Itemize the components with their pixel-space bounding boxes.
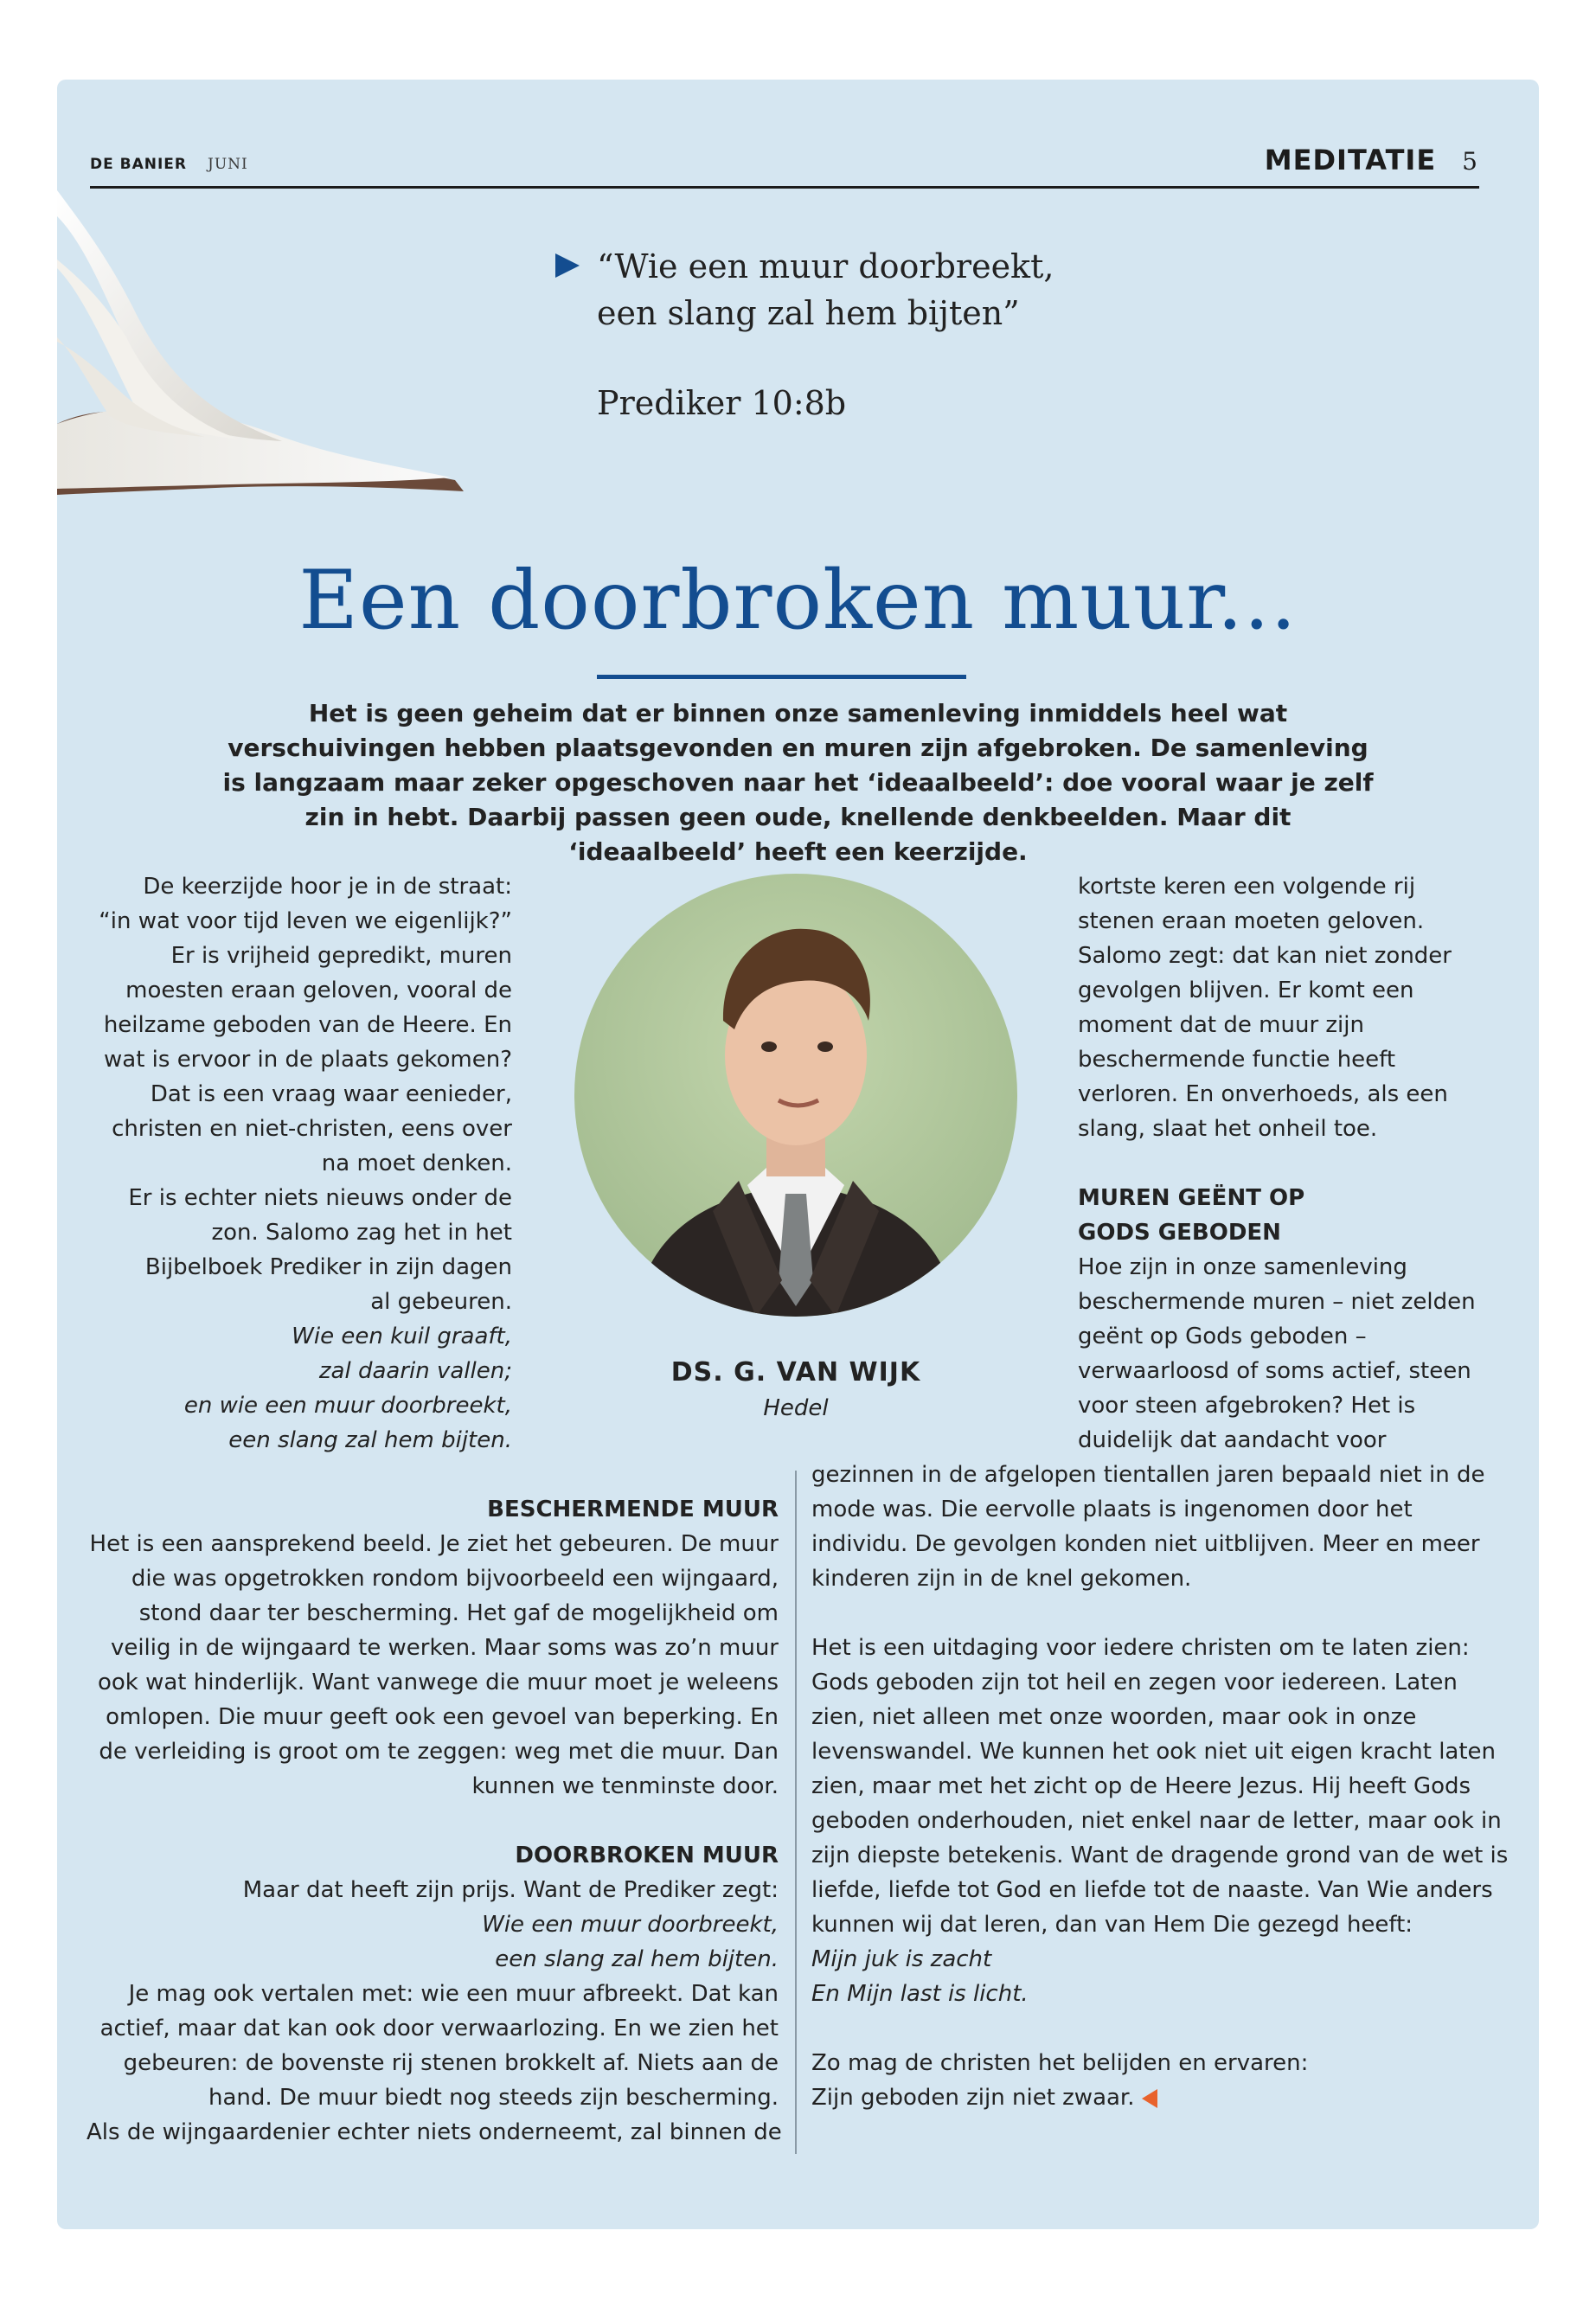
text-line: ook wat hinderlijk. Want vanwege die muur moet je weleens	[97, 1670, 779, 1695]
text-line: voor steen afgebroken? Het is	[1078, 1393, 1416, 1419]
magazine-name: DE BANIER	[90, 156, 188, 173]
text-line: omlopen. Die muur geeft ook een gevoel van beperking. En	[106, 1704, 779, 1730]
text-line: “in wat voor tijd leven we eigenlijk?”	[99, 908, 512, 934]
section-name: MEDITATIE	[1264, 144, 1437, 176]
article-title: Een doorbroken muur...	[298, 554, 1298, 648]
text-line: Als de wijngaardenier echter niets onderneemt, zal binnen de	[87, 2119, 782, 2145]
text-line: heilzame geboden van de Heere. En	[103, 1012, 512, 1038]
text-line: Hoe zijn in onze samenleving	[1078, 1254, 1407, 1280]
text-line: slang, slaat het onheil toe.	[1078, 1116, 1378, 1142]
verse-line: Mijn juk is zacht	[811, 1946, 992, 1972]
text-line: veilig in de wijngaard te werken. Maar soms was zo’n muur	[110, 1635, 779, 1661]
text-line: Zijn geboden zijn niet zwaar.	[811, 2085, 1135, 2111]
text-line: gebeuren: de bovenste rij stenen brokkelt af. Niets aan de	[123, 2050, 779, 2076]
text-line: duidelijk dat aandacht voor	[1078, 1427, 1387, 1453]
subheading: GODS GEBODEN	[1078, 1220, 1281, 1246]
running-header-left	[90, 156, 248, 173]
text-line: geënt op Gods geboden –	[1078, 1324, 1367, 1349]
verse-line: Wie een kuil graaft,	[292, 1324, 512, 1349]
play-triangle-icon	[554, 252, 581, 279]
quote-line: “Wie een muur doorbreekt,	[597, 247, 1054, 285]
text-line: Zo mag de christen het belijden en ervaren:	[811, 2050, 1309, 2076]
subheading: DOORBROKEN MUUR	[515, 1843, 779, 1868]
verse-line: een slang zal hem bijten.	[495, 1946, 779, 1972]
column-left-bottom	[87, 1492, 782, 2150]
text-line: mode was. Die eervolle plaats is ingenomen door het	[811, 1497, 1413, 1522]
header-rule	[90, 186, 1479, 189]
author-name: DS. G. VAN WIJK	[670, 1357, 921, 1388]
spacer	[811, 2011, 1486, 2046]
text-line: beschermende functie heeft	[1078, 1047, 1396, 1073]
text-line: kinderen zijn in de knel gekomen.	[811, 1566, 1192, 1592]
text-line: Er is vrijheid gepredikt, muren	[170, 943, 512, 969]
text-line: liefde, liefde tot God en liefde tot de naaste. Van Wie anders	[811, 1877, 1493, 1903]
author-place: Hedel	[763, 1395, 829, 1421]
column-right-bottom	[811, 1458, 1509, 2115]
text-line: gevolgen blijven. Er komt een	[1078, 977, 1414, 1003]
text-line: actief, maar dat kan ook door verwaarlozing. En we zien het	[99, 2016, 779, 2041]
text-line: zon. Salomo zag het in het	[211, 1220, 512, 1246]
text-line: kortste keren een volgende rij	[1078, 874, 1416, 900]
spacer	[1078, 1146, 1493, 1181]
end-of-article-icon	[1142, 2089, 1157, 2108]
column-divider	[795, 1471, 797, 2154]
text-line: zien, maar met het zicht op de Heere Jezus. Hij heeft Gods	[811, 1773, 1471, 1799]
text-line: na moet denken.	[321, 1150, 512, 1176]
text-line: gezinnen in de afgelopen tientallen jaren bepaald niet in de	[811, 1462, 1485, 1488]
text-line: stenen eraan moeten geloven.	[1078, 908, 1425, 934]
issue-month: JUNI	[208, 156, 248, 173]
text-line: De keerzijde hoor je in de straat:	[143, 874, 512, 900]
text-line: individu. De gevolgen konden niet uitblijven. Meer en meer	[811, 1531, 1480, 1557]
closing-line	[811, 2080, 1486, 2115]
subheading: MUREN GEËNT OP	[1078, 1185, 1305, 1211]
text-line: die was opgetrokken rondom bijvoorbeeld een wijngaard,	[131, 1566, 779, 1592]
text-line: wat is ervoor in de plaats gekomen?	[104, 1047, 512, 1073]
verse-line: en wie een muur doorbreekt,	[183, 1393, 512, 1419]
text-line: Je mag ook vertalen met: wie een muur afbreekt. Dat kan	[128, 1981, 779, 2007]
text-line: zien, niet alleen met onze woorden, maar ook in onze	[811, 1704, 1417, 1730]
text-line: Salomo zegt: dat kan niet zonder	[1078, 943, 1452, 969]
verse-line: zal daarin vallen;	[318, 1358, 512, 1384]
text-line: de verleiding is groot om te zeggen: weg met die muur. Dan	[99, 1739, 779, 1765]
text-line: Het is een aansprekend beeld. Je ziet het gebeuren. De muur	[89, 1531, 779, 1557]
quote-reference: Prediker 10:8b	[597, 384, 847, 422]
verse-line: een slang zal hem bijten.	[228, 1427, 512, 1453]
text-line: Gods geboden zijn tot heil en zegen voor iedereen. Laten	[811, 1670, 1458, 1695]
subheading: BESCHERMENDE MUUR	[487, 1497, 779, 1522]
spacer	[87, 1804, 779, 1838]
article-intro: Het is geen geheim dat er binnen onze samenleving inmiddels heel wat verschuivingen hebben plaatsgevonden en muren zijn afgebroken. De samenleving is langzaam maar zeker opgeschoven naar het ‘ideaalbeeld’: doe vooral waar je zelf zin in hebt. Daarbij passen geen oude, knellende denkbeelden. Maar dit ‘ideaalbeeld’ heeft een keerzijde.	[222, 699, 1374, 866]
open-book-illustration	[57, 138, 464, 502]
spacer	[811, 1596, 1486, 1631]
text-line: Bijbelboek Prediker in zijn dagen	[144, 1254, 512, 1280]
column-left-top	[87, 869, 512, 1458]
text-line: moesten eraan geloven, vooral de	[125, 977, 512, 1003]
author-byline	[640, 1355, 952, 1426]
text-line: Dat is een vraag waar eenieder,	[150, 1081, 512, 1107]
text-line: Er is echter niets nieuws onder de	[128, 1185, 512, 1211]
title-underline	[597, 675, 966, 679]
author-portrait	[574, 874, 1017, 1317]
text-line: geboden onderhouden, niet enkel naar de letter, maar ook in	[811, 1808, 1502, 1834]
text-line: hand. De muur biedt nog steeds zijn bescherming.	[208, 2085, 779, 2111]
column-right-top	[1078, 869, 1493, 1458]
page-number: 5	[1462, 147, 1478, 176]
scripture-quote	[597, 243, 1054, 426]
verse-line: Wie een muur doorbreekt,	[482, 1912, 779, 1938]
running-header-right	[1265, 144, 1478, 176]
text-line: stond daar ter bescherming. Het gaf de mogelijkheid om	[138, 1600, 779, 1626]
text-line: verwaarloosd of soms actief, steen	[1078, 1358, 1471, 1384]
text-line: moment dat de muur zijn	[1078, 1012, 1364, 1038]
text-line: christen en niet-christen, eens over	[112, 1116, 512, 1142]
text-line: levenswandel. We kunnen het ook niet uit eigen kracht laten	[811, 1739, 1497, 1765]
text-line: al gebeuren.	[370, 1289, 512, 1315]
text-line: Het is een uitdaging voor iedere christen om te laten zien:	[811, 1635, 1470, 1661]
text-line: zijn diepste betekenis. Want de dragende grond van de wet is	[811, 1843, 1509, 1868]
text-line: kunnen wij dat leren, dan van Hem Die gezegd heeft:	[811, 1912, 1413, 1938]
text-line: verloren. En onverhoeds, als een	[1078, 1081, 1448, 1107]
text-line: beschermende muren – niet zelden	[1078, 1289, 1476, 1315]
verse-line: En Mijn last is licht.	[811, 1981, 1029, 2007]
text-line: Maar dat heeft zijn prijs. Want de Prediker zegt:	[242, 1877, 779, 1903]
quote-line: een slang zal hem bijten”	[597, 294, 1020, 332]
text-line: kunnen we tenminste door.	[471, 1773, 779, 1799]
